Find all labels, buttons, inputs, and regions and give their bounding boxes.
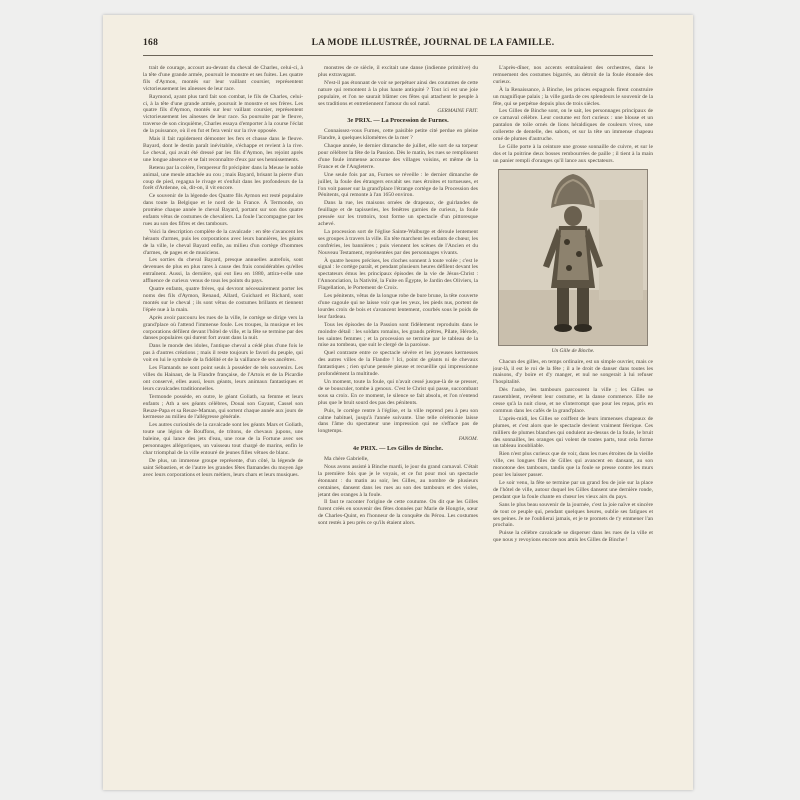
- running-title: LA MODE ILLUSTRÉE, JOURNAL DE LA FAMILLE.: [311, 38, 555, 48]
- column-1: [143, 65, 303, 780]
- procession-de-furnes-paragraph: Un moment, toute la foule, qui n'avait cessé jusque-là de se presser, de se bousculer, tombe à genoux. C'est le Christ qui passe, succombant sous sa croix. En ce moment, le silence se fait absolu, et l'on n'entend plus que le bruit sourd des pas des pénitents.: [318, 378, 478, 406]
- procession-de-furnes-paragraph: Dans la rue, les maisons ornées de drapeaux, de guirlandes de feuillage et de tapisseries, les fenêtres garnies de curieux, la foule pressée sur les trottoirs, tout forme un spectacle d'un pittoresque achevé.: [318, 200, 478, 228]
- column-3-paragraph: L'après-dîner, nos accents entraînaient des orchestres, dans le remuement des costumes bigarrés, au détroit de la foule étonnée des curieux.: [493, 65, 653, 85]
- procession-de-furnes-paragraph: Tous les épisodes de la Passion sont fidèlement reproduits dans le moindre détail : les soldats romains, les grands prêtres, Pilate, Hérode, les saintes femmes ; et la procession se termine par le tableau de la mise au tombeau, que suit le clergé de la paroisse.: [318, 321, 478, 349]
- column-3-paragraph: Sans le plus beau souvenir de la journée, c'est la joie naïve et sincère de tout ce peuple qui, pendant quelques heures, oublie ses fatigues et ses peines. Je ne l'oublierai jamais, et je te promets de t'y emmener l'an prochain.: [493, 501, 653, 529]
- page-number: 168: [143, 38, 159, 48]
- column-1-paragraph: Raymond, ayant plus tard fait son combat, le fils de Charles, celui-ci, à la tête d'une grande armée, poursuit le monstre et ses frères. Les quatre fils d'Aymon, montés sur leur vaillant coursier, représentent victorieusement les aînesses de leur race. Sa poursuite par le fleuve, traverse de son cinquième, Charles essaya d'emporter à la course l'éclat de la puissance, où il en fut et fera venir sur la rive opposée.: [143, 93, 303, 135]
- column-1-paragraph: Les Flamands ne sont point seuls à posséder de tels souvenirs. Les villes du Hainaut, de la Flandre française, de l'Artois et de la Picardie ont conservé, elles aussi, leurs géants, leurs animaux fantastiques et leurs cavalcades traditionnelles.: [143, 365, 303, 392]
- column-3-paragraph: L'après-midi, les Gilles se coiffent de leurs immenses chapeaux de plumes, et c'est alors que le spectacle devient vraiment féerique. Ces milliers de plumes blanches qui ondulent au-dessus de la foule, le bruit des sonnailles, les oranges qui volent de toutes parts, tout cela forme un tableau inoubliable.: [493, 415, 653, 450]
- column-1-paragraph: Les autres curiosités de la cavalcade sont les géants Mars et Goliath, toute une légion de Bouffons, de tritons, de chevaux jupons, une baleine, qui lance des jets d'eau, une roue de la Fortune avec ses personnages allégoriques, un vaisseau tout chargé de marins, enfin le char triomphal de la ville entouré de jeunes filles vêtues de blanc.: [143, 422, 303, 456]
- column-1-paragraph: Après avoir parcouru les rues de la ville, le cortège se dirige vers la grand'place où l'attend l'immense foule. Les troupes, la musique et les corporations défilent devant l'hôtel de ville, et la fête se termine par des danses populaires qui durent fort avant dans la nuit.: [143, 314, 303, 342]
- column-1-paragraph: Quatre enfants, quatre frères, qui devront nécessairement porter les noms des fils d'Aymon, Renaud, Allard, Guichard et Richard, sont montés sur le cheval ; ils sont vêtus de costumes brillants et tiennent l'épée nue à la main.: [143, 286, 303, 313]
- newspaper-page: [103, 15, 693, 790]
- column-1-paragraph: Termonde possède, en outre, le géant Goliath, sa femme et leurs enfants ; Ath a ses géants célèbres, Douai son Gayant, Cassel son Reuze-Papa et sa Reuze-Maman, qui sortent chaque année aux jours de kermesse au milieu de l'allégresse générale.: [143, 393, 303, 421]
- column-3-paragraph: Les Gilles de Binche sont, on le sait, les personnages principaux de ce carnaval célèbre. Leur costume est fort curieux : une blouse et un pantalon de toile ornés de lions héraldiques de couleurs vives, une collerette de dentelle, des sabots, et sur la tête un immense chapeau orné de plumes d'autruche.: [493, 108, 653, 143]
- header-rule: [143, 55, 653, 56]
- page-header: [143, 38, 653, 52]
- gille-figure-drawing: [499, 170, 647, 345]
- column-3-paragraph: Chacun des gilles, en temps ordinaire, est un simple ouvrier, mais ce jour-là, il est le roi de la fête ; il a le droit de danser dans toutes les maisons, d'y boire et d'y manger, et nul ne songerait à lui refuser l'hospitalité.: [493, 358, 653, 386]
- procession-de-furnes-paragraph: À quatre heures précises, les cloches sonnent à toute volée ; c'est le signal : le cortège paraît, et pendant plusieurs heures défilent devant les spectateurs émus les principaux épisodes de la vie de Jésus-Christ : l'Annonciation, la Nativité, la Fuite en Égypte, le Jardin des Oliviers, la Flagellation, le Portement de Croix.: [318, 257, 478, 292]
- column-3-paragraph: Puisse la célèbre cavalcade se disperser dans les rues de la ville et que nous y revoyions encore nos amis les Gilles de Binche !: [493, 530, 653, 544]
- procession-de-furnes-paragraph: Chaque année, le dernier dimanche de juillet, elle sort de sa torpeur pour célébrer la fête de la Passion. Dès le matin, les rues se remplissent d'une foule immense accourue des villages voisins, et même de la France et de l'Angleterre.: [318, 143, 478, 170]
- column-1-paragraph: De plus, un immense groupe représente, d'un côté, la légende de saint Sébastien, et de l'autre les grandes fêtes flamandes du moyen âge avec leurs corporations et leurs métiers, leurs chars et leurs musiques.: [143, 457, 303, 478]
- gilles-de-binche-paragraph: Nous avons assisté à Binche mardi, le jour du grand carnaval. C'était la première fois que je le voyais, et ce fut pour moi un spectacle étonnant : du matin au soir, les Gilles, au nombre de plusieurs centaines, dansent dans les rues au son des tambours et des violes, jetant des oranges à la foule.: [318, 463, 478, 498]
- column-3-paragraph: Rien n'est plus curieux que de voir, dans les rues étroites de la vieille ville, ces longues files de Gilles qui avancent en dansant, au son monotone des tambours, tandis que la foule se presse contre les murs pour les laisser passer.: [493, 451, 653, 479]
- column-1-paragraph: Dans le monde des idoles, l'antique cheval a cédé plus d'une fois le pas à d'autres créations ; mais il reste toujours le favori du peuple, qui voit en lui le symbole de la fidélité et de la vaillance de ses ancêtres.: [143, 343, 303, 364]
- procession-de-furnes-paragraph: Une seule fois par an, Furnes se réveille : le dernier dimanche de juillet, la foule des étrangers envahit ses rues étroites et tortueuses, et l'on voit passer sur la grand'place l'étrange cortège de la Procession des Pénitents, qui remonte à l'an 1650 environ.: [318, 171, 478, 199]
- column-3: [493, 65, 653, 780]
- column-1-paragraph: Les sorties du cheval Bayard, presque annuelles autrefois, sont devenues de plus en plus rares à cause des frais considérables qu'elles entraînent. Aussi, la dernière, qui eut lieu en 1880, attira-t-elle une affluence de curieux venus de tous les points du pays.: [143, 257, 303, 285]
- signature-2: FANOM.: [458, 436, 478, 443]
- column-1-paragraph: Retenu par la colère, l'empereur fit précipiter dans la Meuse le noble animal, une meule attachée au cou ; mais Bayard, brisant la pierre d'un coup de pied, regagna le rivage et s'enfuit dans les profondeurs de la forêt d'Ardenne, où, dit-on, il vit encore.: [143, 164, 303, 192]
- column-1-paragraph: Voici la description complète de la cavalcade : en tête s'avancent les hérauts d'armes, puis les corporations avec leurs bannières, les géants de la ville, le cheval Bayard enfin, au milieu d'un cortège d'hommes d'armes, de pages et de musiciens.: [143, 228, 303, 256]
- column-2-paragraph: monstres de ce siècle, il excitait une danse (indienne primitive) du plus extravagant.: [318, 65, 478, 78]
- figure-caption: Un Gille de Binche.: [551, 347, 595, 354]
- column-1-paragraph: Mais il fait rapidement démonter les fers et chasse dans le fleuve. Bayard, dont le destin paraît inévitable, s'échappe et revient à la rive. Le cheval, qui avait été dressé par les fils d'Aymon, les rejoint après une longue absence et se fait reconnaître d'eux par ses hennissements.: [143, 136, 303, 163]
- gilles-de-binche-paragraph: Ma chère Gabrielle,: [324, 456, 369, 463]
- procession-de-furnes-paragraph: Quel contraste entre ce spectacle sévère et les joyeuses kermesses des autres villes de la Flandre ! Ici, point de géants ni de chevaux fantastiques ; rien qu'une pensée pieuse et recueillie qui impressionne profondément la multitude.: [318, 350, 478, 378]
- column-3-paragraph: Le Gille porte à la ceinture une grosse sonnaille de cuivre, et sur le dos et la poitrine deux bosses rembourrées de paille ; il tient à la main un panier rempli d'oranges qu'il lance aux spectateurs.: [493, 143, 653, 164]
- procession-de-furnes-paragraph: La procession sort de l'église Sainte-Walburge et déroule lentement ses groupes à travers la ville. En tête marchent les enfants de chœur, les confréries, les bannières ; puis viennent les scènes de l'Ancien et du Nouveau Testament, représentées par des personnages vivants.: [318, 228, 478, 256]
- signature-1: GERMAINE FRIT.: [437, 108, 478, 115]
- column-2-paragraph: N'est-il pas étonnant de voir se perpétuer ainsi des coutumes de cette nature qui remontent à la plus haute antiquité ? Tout ici est une joie populaire, et l'on ne saurait blâmer ces fêtes qui attachent le peuple à ses traditions et entretiennent l'amour du sol natal.: [318, 79, 478, 107]
- procession-de-furnes-paragraph: Puis, le cortège rentre à l'église, et la ville reprend peu à peu son calme habituel, jusqu'à l'année suivante. Une telle cérémonie laisse dans l'âme du spectateur une impression qui ne s'efface pas de longtemps.: [318, 407, 478, 435]
- section-title-4e-prix: 4e PRIX. — Les Gilles de Binche.: [353, 445, 443, 453]
- section-title-3e-prix: 3e PRIX. — La Procession de Furnes.: [347, 117, 449, 125]
- procession-de-furnes-paragraph: Les pénitents, vêtus de la longue robe de bure brune, la tête couverte d'une cagoule qui ne laisse voir que les yeux, les pieds nus, portent de lourdes croix de bois et s'avancent lentement, courbés sous le poids de leur fardeau.: [318, 293, 478, 320]
- column-3-paragraph: Dès l'aube, les tambours parcourent la ville ; les Gilles se rassemblent, revêtent leur costume, et la danse commence. Elle ne cesse qu'à la nuit close, et ne s'interrompt que pour les repas, pris en commun dans les cafés de la grand'place.: [493, 387, 653, 414]
- column-1-paragraph: Ce souvenir de la légende des Quatre fils Aymon est resté populaire dans toute la Belgique et le nord de la France. À Termonde, on promène chaque année le cheval Bayard, portant sur son dos quatre enfants vêtus de costumes de chevaliers. La foule l'accompagne par les rues au son des fifres et des tambours.: [143, 193, 303, 227]
- column-3-paragraph: À la Renaissance, à Binche, les princes espagnols firent construire un magnifique palais ; la ville garda de ces splendeurs le souvenir de la fête, qui se perpétue depuis plus de trois siècles.: [493, 86, 653, 107]
- gille-de-binche-illustration: [498, 169, 648, 346]
- column-2: [318, 65, 478, 780]
- column-1-paragraph: trait de courage, accourt au-devant du cheval de Charles, celui-ci, à la tête d'une grande armée, poursuit le monstre et ses fuites. Les quatre fils d'Aymon, montés sur leur vaillant coursier, représentent victorieusement les aînesses de leur race.: [143, 65, 303, 92]
- gilles-de-binche-paragraph: Il faut te raconter l'origine de cette coutume. On dit que les Gilles furent créés en souvenir des fêtes données par Marie de Hongrie, sœur de Charles-Quint, en l'honneur de la conquête du Pérou. Les costumes sont restés à peu près ce qu'ils étaient alors.: [318, 499, 478, 527]
- column-3-paragraph: Le soir venu, la fête se termine par un grand feu de joie sur la place de l'hôtel de ville, autour duquel les Gilles dansent une dernière ronde, pendant que la foule chante en chœur les vieux airs du pays.: [493, 480, 653, 500]
- procession-de-furnes-paragraph: Connaissez-vous Furnes, cette paisible petite cité perdue en pleine Flandre, à quelques kilomètres de la mer ?: [318, 128, 478, 142]
